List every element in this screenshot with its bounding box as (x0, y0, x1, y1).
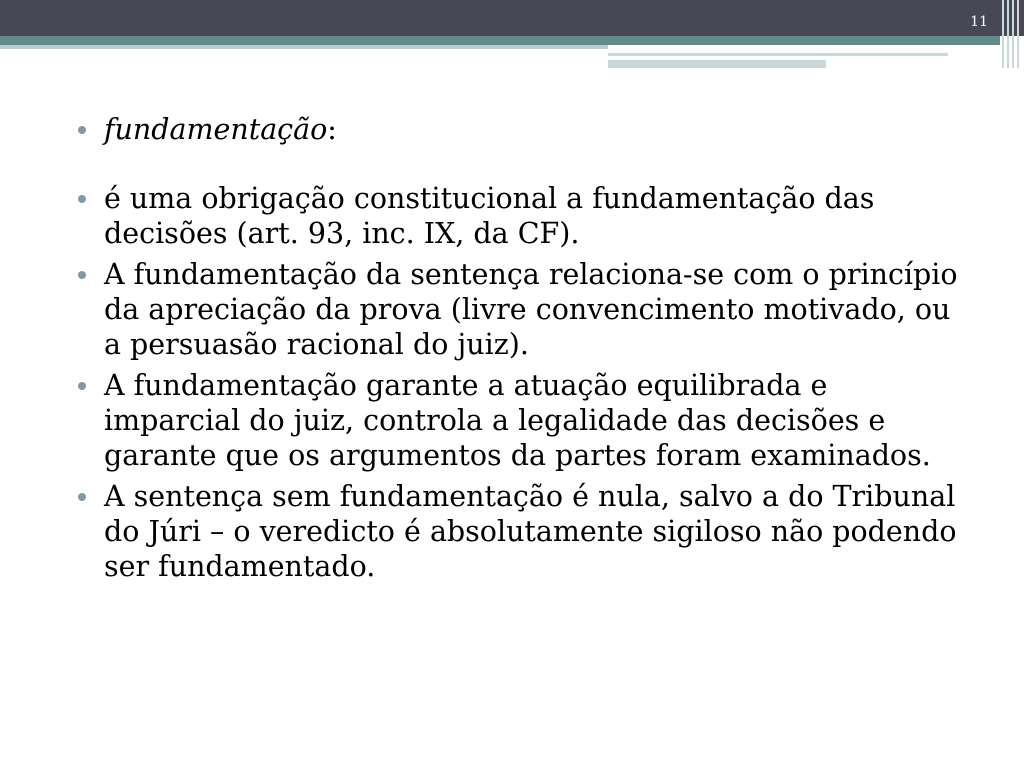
bullet-item (74, 112, 964, 147)
bullet-text: fundamentação (104, 113, 328, 146)
bullet-icon (78, 126, 86, 134)
header-decor-vline (1002, 0, 1004, 68)
bullet-text-suffix: : (327, 113, 337, 146)
bullet-text: é uma obrigação constitucional a fundamentação das decisões (art. 93, inc. IX, da CF). (104, 182, 875, 250)
bullet-item (74, 368, 964, 473)
header-accent-bar (0, 36, 1000, 45)
header-accent-line (0, 45, 608, 49)
bullet-icon (78, 382, 86, 390)
slide-number: 11 (970, 14, 988, 30)
slide-body (74, 112, 964, 590)
bullet-text: A fundamentação garante a atuação equilibrada e imparcial do juiz, controla a legalidade das decisões e garante que os argumentos da partes foram examinados. (104, 369, 931, 472)
header-decor-line (608, 60, 826, 68)
bullet-item (74, 257, 964, 362)
header-decor-vline (1007, 0, 1009, 68)
bullet-item (74, 479, 964, 584)
bullet-icon (78, 493, 86, 501)
header-bar (0, 0, 1024, 36)
header-decor-vline (1017, 0, 1019, 68)
bullet-icon (78, 195, 86, 203)
header-decor-vline (1012, 0, 1014, 68)
bullet-item (74, 181, 964, 251)
bullet-list (74, 112, 964, 584)
bullet-text: A fundamentação da sentença relaciona-se com o princípio da apreciação da prova (livre convencimento motivado, ou a persuasão racional do juiz). (104, 258, 958, 361)
bullet-icon (78, 271, 86, 279)
bullet-text: A sentença sem fundamentação é nula, salvo a do Tribunal do Júri – o veredicto é absolutamente sigiloso não podendo ser fundamentado. (104, 480, 957, 583)
header-decor-line (608, 53, 948, 56)
